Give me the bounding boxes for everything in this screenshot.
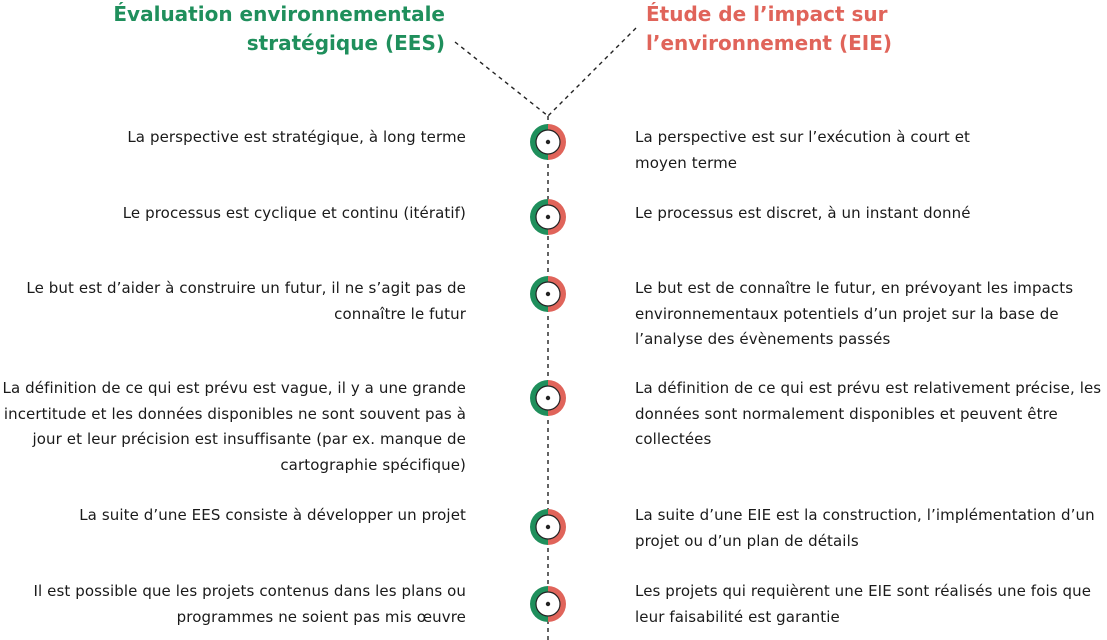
ees-row-4-text xyxy=(0,376,466,478)
ees-heading-line-2: stratégique (EES) xyxy=(246,31,445,55)
ees-row-4-line-2: incertitude et les données disponibles ne sont souvent pas à xyxy=(3,404,466,423)
comparison-marker-icon xyxy=(530,276,566,312)
ees-row-3-text xyxy=(0,276,466,327)
eie-heading xyxy=(646,0,892,58)
ees-heading-line-1: Évaluation environnementale xyxy=(113,2,445,26)
eie-row-5-line-2: projet ou d’un plan de détails xyxy=(635,531,859,550)
ees-row-3-line-1: Le but est d’aider à construire un futur, il ne s’agit pas de xyxy=(26,279,466,297)
ees-row-1-line-1: La perspective est stratégique, à long terme xyxy=(127,128,466,146)
comparison-marker-icon xyxy=(530,199,566,235)
marker-center-dot xyxy=(546,215,550,219)
eie-row-5-line-1: La suite d’une EIE est la construction, l’implémentation d’un xyxy=(635,506,1095,524)
eie-row-1-line-2: moyen terme xyxy=(635,153,738,172)
marker-center-dot xyxy=(546,396,550,400)
comparison-marker-icon xyxy=(530,380,566,416)
marker-center-dot xyxy=(546,292,550,296)
eie-row-4-line-2: données sont normalement disponibles et peuvent être xyxy=(635,404,1058,423)
eie-row-3-line-1: Le but est de connaître le futur, en prévoyant les impacts xyxy=(635,279,1074,297)
eie-row-2-line-1: Le processus est discret, à un instant donné xyxy=(635,204,971,222)
eie-row-3-line-2: environnementaux potentiels d’un projet sur la base de xyxy=(635,304,1059,323)
marker-center-dot xyxy=(546,602,550,606)
ees-row-4-line-4: cartographie spécifique) xyxy=(280,455,466,474)
eie-row-3-text xyxy=(635,276,1105,353)
eie-row-6-line-1: Les projets qui requièrent une EIE sont réalisés une fois que xyxy=(635,582,1092,600)
right-diagonal-connector xyxy=(548,28,636,116)
ees-heading xyxy=(113,0,445,58)
comparison-marker-icon xyxy=(530,509,566,545)
eie-row-3-line-3: l’analyse des évènements passés xyxy=(635,330,891,348)
eie-row-4-line-3: collectées xyxy=(635,430,712,448)
comparison-marker-icon xyxy=(530,124,566,160)
ees-row-6-text xyxy=(0,579,466,630)
ees-row-6-line-1: Il est possible que les projets contenus dans les plans ou xyxy=(33,582,466,600)
marker-center-dot xyxy=(546,525,550,529)
ees-row-2-text xyxy=(0,201,466,227)
eie-row-6-text xyxy=(635,579,1105,630)
ees-row-5-text xyxy=(0,503,466,529)
eie-row-2-text xyxy=(635,201,1105,227)
marker-center-dot xyxy=(546,140,550,144)
eie-row-4-text xyxy=(635,376,1105,453)
comparison-marker-icon xyxy=(530,586,566,622)
ees-row-2-line-1: Le processus est cyclique et continu (itératif) xyxy=(122,204,466,222)
ees-row-4-line-1: La définition de ce qui est prévu est vague, il y a une grande xyxy=(2,379,466,397)
left-diagonal-connector xyxy=(455,42,548,116)
ees-row-4-line-3: jour et leur précision est insuffisante (par ex. manque de xyxy=(32,430,466,448)
eie-row-6-line-2: leur faisabilité est garantie xyxy=(635,607,840,626)
eie-row-5-text xyxy=(635,503,1105,554)
eie-row-1-text xyxy=(635,125,1105,176)
ees-row-1-text xyxy=(0,125,466,151)
eie-row-1-line-1: La perspective est sur l’exécution à court et xyxy=(635,128,971,146)
ees-row-5-line-1: La suite d’une EES consiste à développer un projet xyxy=(79,506,466,524)
ees-row-6-line-2: programmes ne soient pas mis œuvre xyxy=(176,607,466,626)
ees-row-3-line-2: connaître le futur xyxy=(334,304,466,323)
eie-heading-line-1: Étude de l’impact sur xyxy=(646,2,888,26)
eie-heading-line-2: l’environnement (EIE) xyxy=(646,31,893,55)
eie-row-4-line-1: La définition de ce qui est prévu est relativement précise, les xyxy=(635,379,1102,397)
